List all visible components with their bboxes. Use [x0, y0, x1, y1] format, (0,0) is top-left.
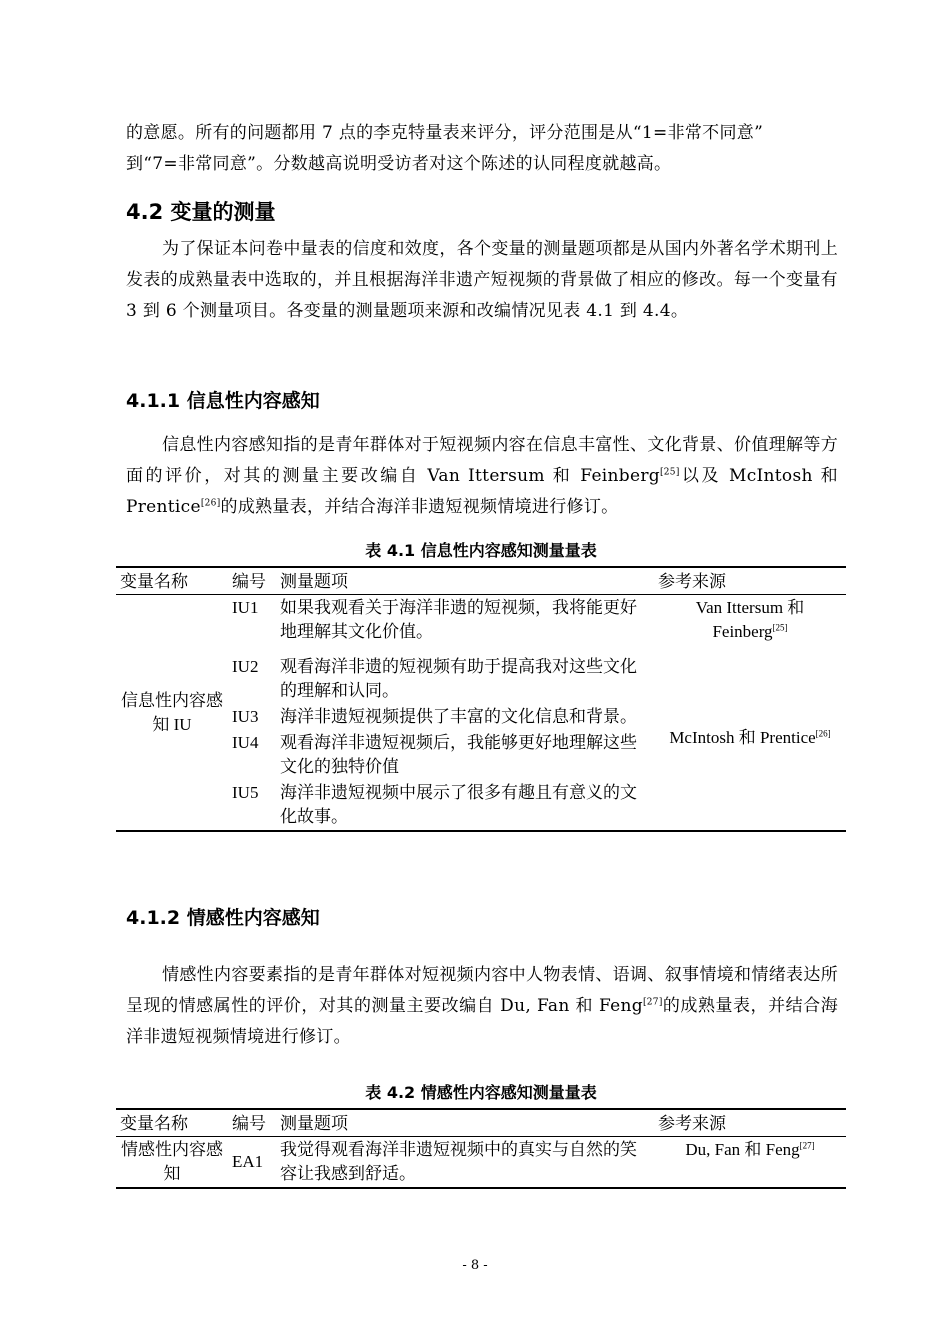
section-4-1-2-paragraph: [126, 960, 838, 1053]
table-row: [116, 1137, 846, 1189]
reference-text: Du, Fan 和 Feng: [685, 1140, 800, 1159]
header-item: 测量题项: [280, 1114, 348, 1133]
reference-citation: [25]: [772, 622, 788, 633]
intro-line-2: 到“7=非常同意”。分数越高说明受访者对这个陈述的认同程度就越高。: [126, 154, 672, 174]
item-text: 观看海洋非遗短视频后，我能够更好地理解这些文化的独特价值: [280, 733, 637, 776]
section-heading-4-1-1: 4.1.1 信息性内容感知: [126, 390, 320, 412]
item-id: IU4: [232, 733, 259, 752]
section-4-1-1-text-b: 以及 McIntosh 和 Prentice: [126, 466, 838, 517]
intro-line-1: 的意愿。所有的问题都用 7 点的李克特量表来评分，评分范围是从“1=非常不同意”: [126, 123, 764, 143]
variable-cell: 信息性内容感知 IU: [121, 690, 223, 734]
item-text: 海洋非遗短视频中展示了很多有趣且有意义的文化故事。: [280, 783, 637, 826]
header-reference: 参考来源: [658, 1114, 726, 1133]
section-4-1-1-text-c: 的成熟量表，并结合海洋非遗短视频情境进行修订。: [220, 497, 619, 517]
citation-26: [26]: [200, 498, 221, 509]
item-id: IU3: [232, 707, 259, 726]
header-id: 编号: [232, 1114, 266, 1133]
section-4-1-1-text-a: 信息性内容感知指的是青年群体对于短视频内容在信息丰富性、文化背景、价值理解等方面的评价，对其的测量主要改编自 Van Ittersum 和 Feinberg: [126, 435, 838, 486]
reference-cell: [654, 1137, 846, 1189]
table-4-1: [116, 566, 846, 832]
item-id: IU5: [232, 783, 259, 802]
item-text: 海洋非遗短视频提供了丰富的文化信息和背景。: [280, 707, 637, 726]
table-row: [116, 595, 846, 646]
table-4-1-caption: 表 4.1 信息性内容感知测量量表: [365, 541, 597, 560]
variable-cell: 情感性内容感知: [121, 1140, 223, 1183]
intro-paragraph: [126, 118, 838, 180]
page-number: - 8 -: [462, 1258, 488, 1273]
header-variable-name: 变量名称: [120, 1114, 188, 1133]
header-id: 编号: [232, 572, 266, 591]
header-variable-name: 变量名称: [120, 572, 188, 591]
item-text: 我觉得观看海洋非遗短视频中的真实与自然的笑容让我感到舒适。: [280, 1140, 637, 1183]
section-4-1-1-paragraph: [126, 430, 838, 523]
item-id: EA1: [232, 1152, 264, 1171]
section-4-2-paragraph: [126, 234, 838, 327]
header-reference: 参考来源: [658, 572, 726, 591]
reference-cell: [654, 645, 846, 831]
reference-cell: [654, 595, 846, 646]
item-id: IU1: [232, 598, 259, 617]
section-heading-4-2: 4.2 变量的测量: [126, 200, 276, 224]
table-header-row: [116, 567, 846, 595]
header-item: 测量题项: [280, 572, 348, 591]
section-4-2-text: 为了保证本问卷中量表的信度和效度，各个变量的测量题项都是从国内外著名学术期刊上发表的成熟量表中选取的，并且根据海洋非遗产短视频的背景做了相应的修改。每一个变量有 3 到 6 个测量项目。各变量的测量题项来源和改编情况见表 4.1 到 4.4。: [126, 239, 838, 321]
reference-text: McIntosh 和 Prentice: [669, 727, 816, 747]
section-4-1-2-text-a: 情感性内容要素指的是青年群体对短视频内容中人物表情、语调、叙事情境和情绪表达所呈现的情感属性的评价，对其的测量主要改编自 Du, Fan 和 Feng: [126, 965, 838, 1016]
item-text: 如果我观看关于海洋非遗的短视频，我将能更好地理解其文化价值。: [280, 598, 637, 641]
reference-citation: [27]: [799, 1140, 815, 1151]
table-4-2: [116, 1108, 846, 1189]
reference-text: Van Ittersum 和 Feinberg: [695, 598, 805, 641]
section-heading-4-1-2: 4.1.2 情感性内容感知: [126, 907, 320, 929]
item-text: 观看海洋非遗的短视频有助于提高我对这些文化的理解和认同。: [280, 657, 637, 700]
table-header-row: [116, 1109, 846, 1137]
reference-citation: [26]: [815, 727, 831, 738]
section-4-1-2-text-b: 的成熟量表，并结合海洋非遗短视频情境进行修订。: [126, 996, 838, 1047]
table-4-2-caption: 表 4.2 情感性内容感知测量量表: [365, 1083, 597, 1102]
item-id: IU2: [232, 657, 259, 676]
citation-25: [25]: [659, 467, 680, 478]
citation-27: [27]: [642, 997, 663, 1008]
